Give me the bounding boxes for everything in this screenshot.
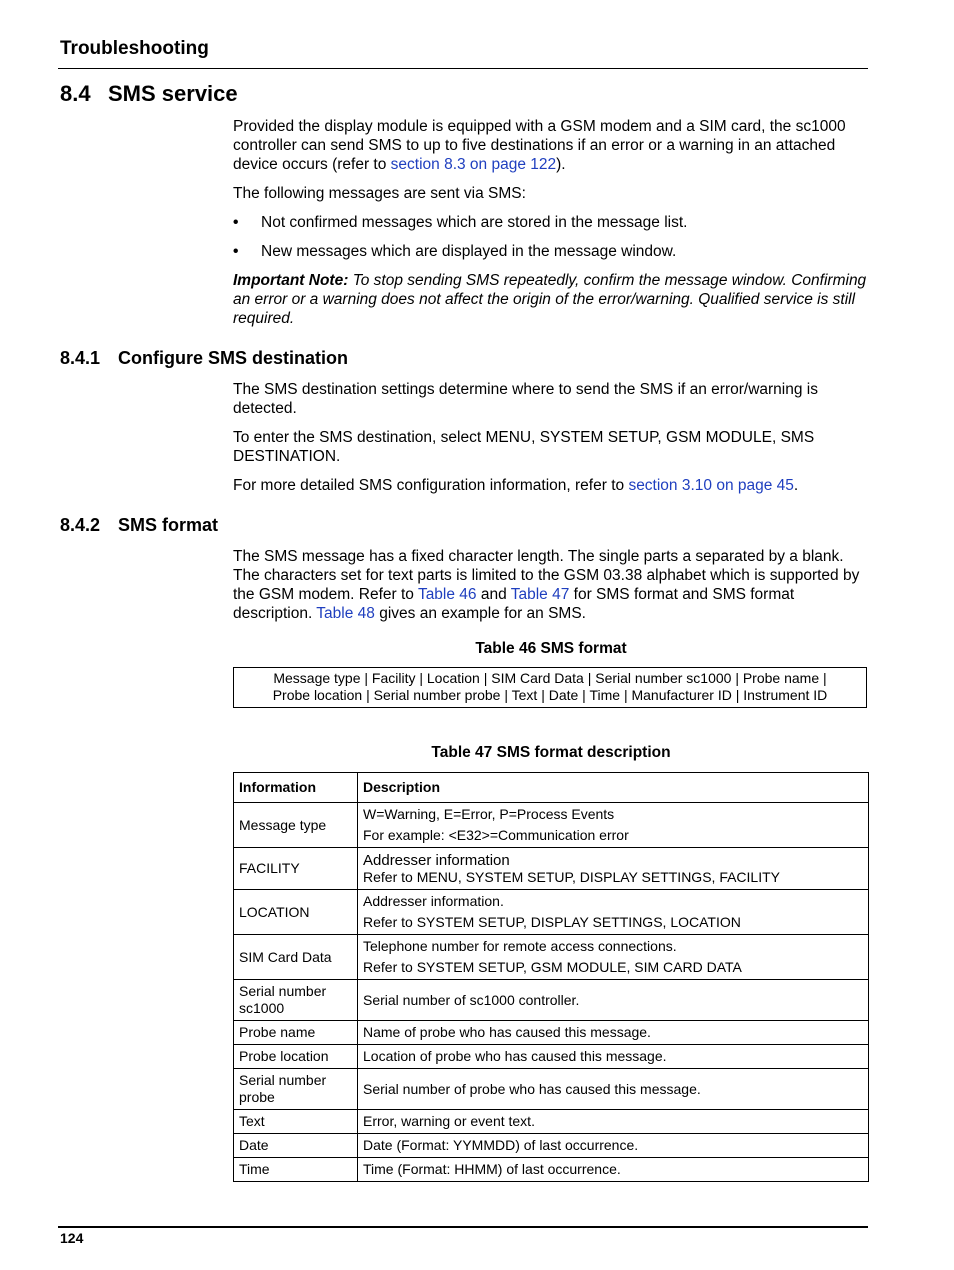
subsection-title: Configure SMS destination bbox=[118, 348, 349, 368]
format-text-c: for SMS format and SMS format description. bbox=[233, 586, 795, 622]
subsection-title: SMS format bbox=[118, 515, 219, 535]
desc-line: Telephone number for remote access connections. bbox=[363, 938, 677, 954]
info-cell: Probe name bbox=[234, 1021, 358, 1045]
subsection-number: 8.4.2 bbox=[60, 515, 101, 535]
section-8-3-link[interactable]: section 8.3 on page 122 bbox=[390, 156, 557, 173]
intro-text-2: ). bbox=[556, 156, 566, 173]
subsection-heading bbox=[60, 348, 348, 369]
table-row bbox=[234, 1069, 869, 1110]
info-cell: FACILITY bbox=[234, 848, 358, 890]
destination-text: The SMS destination settings determine where to send the SMS if an error/warning is detected. bbox=[233, 381, 818, 417]
table-row bbox=[234, 1134, 869, 1158]
messages-intro bbox=[233, 184, 869, 203]
format-text-d: gives an example for an SMS. bbox=[374, 605, 586, 622]
section-title: SMS service bbox=[108, 81, 238, 106]
footer-rule bbox=[58, 1226, 868, 1228]
table-48-link[interactable]: Table 48 bbox=[316, 605, 375, 622]
desc-cell bbox=[358, 803, 869, 848]
config-reference-end: . bbox=[793, 477, 799, 494]
info-cell: Serial number sc1000 bbox=[234, 980, 358, 1021]
sms-format-line: Probe location | Serial number probe | Text | Date | Time | Manufacturer ID | Instrument ID bbox=[272, 687, 828, 703]
destination-menu-paragraph bbox=[233, 428, 869, 466]
desc-cell: Serial number of sc1000 controller. bbox=[358, 980, 869, 1021]
format-paragraph bbox=[233, 547, 869, 623]
info-cell: SIM Card Data bbox=[234, 935, 358, 980]
subsection-number: 8.4.1 bbox=[60, 348, 101, 368]
desc-cell: Time (Format: HHMM) of last occurrence. bbox=[358, 1158, 869, 1182]
table-row bbox=[234, 1110, 869, 1134]
important-note-text: To stop sending SMS repeatedly, confirm the message window. Confirming an error or a warning does not affect the origin of the error/warning. Qualified service is still required. bbox=[233, 272, 867, 327]
subsection-heading bbox=[60, 515, 218, 536]
table-row bbox=[234, 935, 869, 980]
running-header: Troubleshooting bbox=[60, 38, 209, 59]
destination-paragraph bbox=[233, 380, 869, 418]
sms-format-table bbox=[233, 667, 867, 708]
page-number: 124 bbox=[60, 1230, 84, 1246]
desc-cell bbox=[358, 890, 869, 935]
info-cell: Time bbox=[234, 1158, 358, 1182]
bullet-text: New messages which are displayed in the message window. bbox=[261, 243, 677, 260]
desc-cell: Serial number of probe who has caused this message. bbox=[358, 1069, 869, 1110]
intro-text-1: Provided the display module is equipped with a GSM modem and a SIM card, the sc1000 controller can send SMS to up to five destinations if an error or a warning in an attached device occurs (refer to bbox=[233, 118, 846, 173]
section-3-10-link[interactable]: section 3.10 on page 45 bbox=[628, 477, 794, 494]
config-reference-paragraph bbox=[233, 476, 869, 495]
info-cell: Serial number probe bbox=[234, 1069, 358, 1110]
bullet-text: Not confirmed messages which are stored in the message list. bbox=[261, 214, 688, 231]
format-text-b: and bbox=[476, 586, 511, 603]
bullet-dot: • bbox=[233, 243, 239, 260]
desc-line: Refer to SYSTEM SETUP, DISPLAY SETTINGS, LOCATION bbox=[363, 914, 741, 930]
config-reference-text: For more detailed SMS configuration information, refer to bbox=[233, 477, 629, 494]
desc-line: Refer to SYSTEM SETUP, GSM MODULE, SIM CARD DATA bbox=[363, 959, 742, 975]
desc-line: Addresser information. bbox=[363, 893, 504, 909]
table-row bbox=[234, 1045, 869, 1069]
table-46-caption: Table 46 SMS format bbox=[475, 640, 627, 657]
table-header-row bbox=[234, 773, 869, 803]
desc-line: For example: <E32>=Communication error bbox=[363, 827, 629, 843]
messages-intro-text: The following messages are sent via SMS: bbox=[233, 185, 526, 202]
table-46-link[interactable]: Table 46 bbox=[417, 586, 477, 603]
table-row bbox=[234, 1158, 869, 1182]
desc-cell: Location of probe who has caused this message. bbox=[358, 1045, 869, 1069]
sms-format-line: Message type | Facility | Location | SIM Card Data | Serial number sc1000 | Probe name | bbox=[273, 670, 827, 686]
desc-line: W=Warning, E=Error, P=Process Events bbox=[363, 806, 615, 822]
table-47-caption: Table 47 SMS format description bbox=[431, 744, 671, 761]
info-cell: Date bbox=[234, 1134, 358, 1158]
destination-menu-text: To enter the SMS destination, select MENU, SYSTEM SETUP, GSM MODULE, SMS DESTINATION. bbox=[233, 429, 815, 465]
intro-paragraph bbox=[233, 117, 869, 174]
desc-cell bbox=[358, 935, 869, 980]
sms-format-description-table bbox=[233, 772, 869, 1182]
desc-cell: Name of probe who has caused this message. bbox=[358, 1021, 869, 1045]
column-header-description: Description bbox=[358, 773, 869, 803]
info-cell: Text bbox=[234, 1110, 358, 1134]
section-number: 8.4 bbox=[60, 81, 91, 106]
desc-cell bbox=[358, 848, 869, 890]
desc-cell: Error, warning or event text. bbox=[358, 1110, 869, 1134]
table-row bbox=[234, 803, 869, 848]
format-text-a: The SMS message has a fixed character length. The single parts a separated by a blank. The characters set for text parts is limited to the GSM 03.38 alphabet which is supported by the GSM modem. Refer to bbox=[233, 548, 860, 603]
section-heading bbox=[60, 81, 238, 107]
important-note-label: Important Note: bbox=[233, 272, 349, 289]
table-47-link[interactable]: Table 47 bbox=[510, 586, 570, 603]
table-row bbox=[234, 890, 869, 935]
desc-cell: Date (Format: YYMMDD) of last occurrence. bbox=[358, 1134, 869, 1158]
column-header-information: Information bbox=[234, 773, 358, 803]
info-cell: LOCATION bbox=[234, 890, 358, 935]
info-cell: Message type bbox=[234, 803, 358, 848]
table-row bbox=[234, 980, 869, 1021]
info-cell: Probe location bbox=[234, 1045, 358, 1069]
desc-line: Addresser information bbox=[363, 851, 510, 869]
important-note bbox=[233, 271, 869, 328]
desc-line: Refer to MENU, SYSTEM SETUP, DISPLAY SETTINGS, FACILITY bbox=[363, 868, 780, 885]
bullet-dot: • bbox=[233, 214, 239, 231]
header-rule bbox=[58, 68, 868, 69]
table-row bbox=[234, 848, 869, 890]
table-row bbox=[234, 1021, 869, 1045]
